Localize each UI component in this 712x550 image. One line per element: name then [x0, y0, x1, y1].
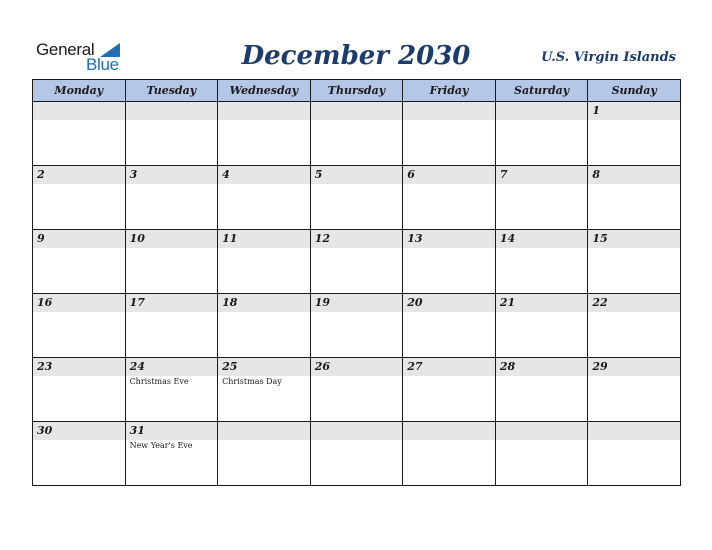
day-number: 24	[129, 360, 145, 373]
day-number: 1	[592, 104, 601, 117]
day-cell	[310, 422, 403, 486]
day-cell	[218, 294, 311, 358]
day-cell	[588, 102, 681, 166]
day-number: 25	[222, 360, 238, 373]
day-number: 3	[129, 168, 138, 181]
day-number-band	[218, 358, 310, 376]
day-number-band	[218, 422, 310, 440]
day-cell	[33, 230, 126, 294]
day-number: 9	[37, 232, 45, 245]
day-number-band	[33, 422, 125, 440]
calendar-grid	[32, 79, 681, 486]
weekday-thursday: Thursday	[310, 80, 403, 102]
day-cell	[218, 358, 311, 422]
weekday-sunday: Sunday	[588, 80, 681, 102]
day-number-band	[218, 102, 310, 120]
day-cell	[310, 230, 403, 294]
day-number-band	[33, 294, 125, 312]
day-number-band	[33, 166, 125, 184]
day-cell	[125, 230, 218, 294]
logo-word-general: General	[36, 40, 95, 59]
week-row	[33, 294, 681, 358]
day-cell	[33, 166, 126, 230]
day-cell	[495, 230, 588, 294]
day-number: 31	[129, 424, 145, 437]
day-cell	[33, 422, 126, 486]
day-cell	[495, 294, 588, 358]
day-cell	[403, 166, 496, 230]
day-cell	[310, 358, 403, 422]
day-number-band	[403, 358, 495, 376]
day-cell	[218, 102, 311, 166]
week-row	[33, 230, 681, 294]
day-number: 4	[222, 168, 230, 181]
day-cell	[403, 230, 496, 294]
day-number-band	[311, 294, 403, 312]
day-number: 15	[592, 232, 608, 245]
holiday-label: New Year's Eve	[129, 441, 193, 450]
day-number-band	[403, 102, 495, 120]
day-number: 7	[499, 168, 508, 181]
day-number: 6	[407, 168, 415, 181]
day-number-band	[496, 294, 588, 312]
day-cell	[33, 358, 126, 422]
day-number-band	[218, 230, 310, 248]
day-cell	[125, 422, 218, 486]
day-cell	[218, 230, 311, 294]
day-cell	[495, 358, 588, 422]
day-number-band	[126, 166, 218, 184]
day-number-band	[588, 294, 680, 312]
weekday-wednesday: Wednesday	[218, 80, 311, 102]
day-number: 17	[129, 296, 145, 309]
day-cell	[310, 166, 403, 230]
day-cell	[403, 294, 496, 358]
day-number-band	[311, 422, 403, 440]
day-cell	[403, 102, 496, 166]
day-number-band	[218, 294, 310, 312]
day-cell	[125, 102, 218, 166]
weekday-tuesday: Tuesday	[125, 80, 218, 102]
day-cell	[495, 422, 588, 486]
day-number: 10	[129, 232, 145, 245]
day-number-band	[403, 166, 495, 184]
day-number-band	[588, 102, 680, 120]
day-number-band	[496, 230, 588, 248]
day-cell	[588, 422, 681, 486]
day-cell	[33, 294, 126, 358]
day-number-band	[588, 422, 680, 440]
day-number: 30	[37, 424, 53, 437]
day-number-band	[126, 422, 218, 440]
week-row	[33, 166, 681, 230]
day-number: 12	[314, 232, 330, 245]
day-cell	[218, 422, 311, 486]
day-cell	[495, 102, 588, 166]
day-number: 29	[592, 360, 608, 373]
day-cell	[310, 102, 403, 166]
day-cell	[588, 358, 681, 422]
day-number-band	[126, 294, 218, 312]
day-number: 26	[314, 360, 330, 373]
day-number-band	[403, 294, 495, 312]
day-cell	[588, 166, 681, 230]
day-number-band	[33, 358, 125, 376]
day-number: 11	[222, 232, 238, 245]
holiday-label: Christmas Day	[222, 377, 282, 386]
day-number: 23	[37, 360, 53, 373]
day-number: 19	[314, 296, 330, 309]
region-label: U.S. Virgin Islands	[541, 50, 676, 65]
weekday-monday: Monday	[33, 80, 126, 102]
day-number: 8	[592, 168, 601, 181]
day-cell	[33, 102, 126, 166]
day-number-band	[126, 230, 218, 248]
day-number-band	[496, 422, 588, 440]
day-number: 5	[314, 168, 323, 181]
week-row	[33, 102, 681, 166]
day-number-band	[311, 358, 403, 376]
day-number: 16	[37, 296, 53, 309]
day-number: 21	[499, 296, 516, 309]
day-number: 2	[37, 168, 45, 181]
day-number: 13	[407, 232, 423, 245]
day-cell	[403, 358, 496, 422]
weekday-header-row	[33, 80, 681, 102]
day-number-band	[126, 358, 218, 376]
logo-word-blue: Blue	[86, 55, 119, 74]
day-number-band	[496, 358, 588, 376]
day-number: 18	[222, 296, 238, 309]
day-number-band	[126, 102, 218, 120]
week-row	[33, 358, 681, 422]
day-number-band	[403, 422, 495, 440]
calendar-title: December 2030	[241, 41, 471, 71]
day-number-band	[588, 358, 680, 376]
day-number-band	[311, 230, 403, 248]
day-cell	[495, 166, 588, 230]
day-cell	[125, 294, 218, 358]
day-number-band	[33, 230, 125, 248]
day-cell	[403, 422, 496, 486]
day-cell	[125, 166, 218, 230]
day-number-band	[403, 230, 495, 248]
day-number-band	[33, 102, 125, 120]
day-cell	[125, 358, 218, 422]
day-number-band	[218, 166, 310, 184]
day-number-band	[588, 230, 680, 248]
generalblue-logo	[36, 40, 136, 74]
day-number-band	[588, 166, 680, 184]
week-row	[33, 422, 681, 486]
holiday-label: Christmas Eve	[129, 377, 189, 386]
day-number-band	[496, 102, 588, 120]
day-number: 20	[407, 296, 423, 309]
day-cell	[588, 230, 681, 294]
day-number: 22	[592, 296, 608, 309]
weekday-friday: Friday	[403, 80, 496, 102]
day-number-band	[311, 102, 403, 120]
day-number-band	[496, 166, 588, 184]
day-number: 28	[499, 360, 516, 373]
day-cell	[588, 294, 681, 358]
day-cell	[218, 166, 311, 230]
day-number: 27	[407, 360, 423, 373]
weekday-saturday: Saturday	[495, 80, 588, 102]
day-number-band	[311, 166, 403, 184]
day-cell	[310, 294, 403, 358]
day-number: 14	[499, 232, 516, 245]
